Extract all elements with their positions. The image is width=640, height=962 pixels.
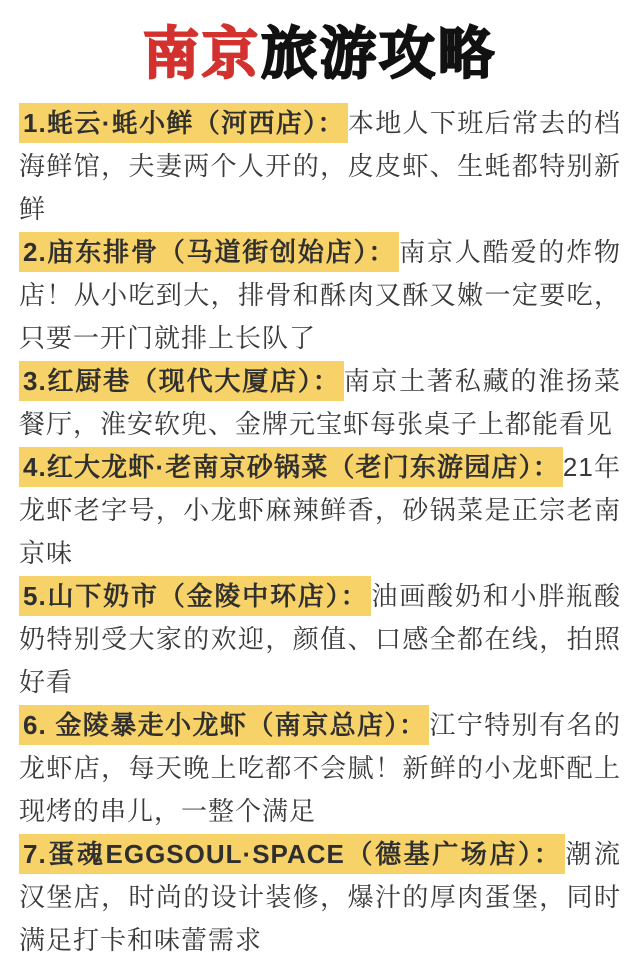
item-name-highlight: 2.庙东排骨（马道街创始店）： — [19, 232, 399, 272]
item-name-highlight: 3.红厨巷（现代大厦店）： — [19, 361, 344, 401]
item-name-highlight: 6. 金陵暴走小龙虾（南京总店）： — [19, 705, 429, 745]
list-item — [19, 231, 621, 360]
title-guide-label: 旅游攻略 — [261, 22, 497, 85]
item-description: 南京人酷爱的炸物店！从小吃到大，排骨和酥肉又酥又嫩一定要吃，只要一开门就排上长队了 — [19, 237, 621, 353]
guide-list — [0, 88, 640, 962]
list-item — [19, 704, 621, 833]
list-item — [19, 833, 621, 962]
item-name-highlight: 1.蚝云·蚝小鲜（河西店）： — [19, 103, 348, 143]
item-name-highlight: 5.山下奶市（金陵中环店）： — [19, 576, 371, 616]
title-city-name: 南京 — [143, 22, 261, 85]
item-description: 潮流汉堡店，时尚的设计装修，爆汁的厚肉蛋堡，同时满足打卡和味蕾需求 — [19, 839, 621, 955]
item-description: 江宁特别有名的龙虾店，每天晚上吃都不会腻！新鲜的小龙虾配上现烤的串儿，一整个满足 — [19, 710, 621, 826]
list-item — [19, 575, 621, 704]
item-name-highlight: 4.红大龙虾·老南京砂锅菜（老门东游园店）： — [19, 447, 563, 487]
item-name-highlight: 7.蛋魂EGGSOUL·SPACE（德基广场店）： — [19, 834, 565, 874]
list-item — [19, 360, 621, 446]
item-description: 21年龙虾老字号，小龙虾麻辣鲜香，砂锅菜是正宗老南京味 — [19, 452, 622, 568]
item-description: 本地人下班后常去的档海鲜馆，夫妻两个人开的，皮皮虾、生蚝都特别新鲜 — [19, 108, 621, 224]
item-description: 南京土著私藏的淮扬菜餐厅，淮安软兜、金牌元宝虾每张桌子上都能看见 — [19, 366, 621, 439]
list-item — [19, 446, 621, 575]
page-title — [0, 20, 640, 88]
item-description: 油画酸奶和小胖瓶酸奶特别受大家的欢迎，颜值、口感全都在线，拍照好看 — [19, 581, 621, 697]
list-item — [19, 102, 621, 231]
